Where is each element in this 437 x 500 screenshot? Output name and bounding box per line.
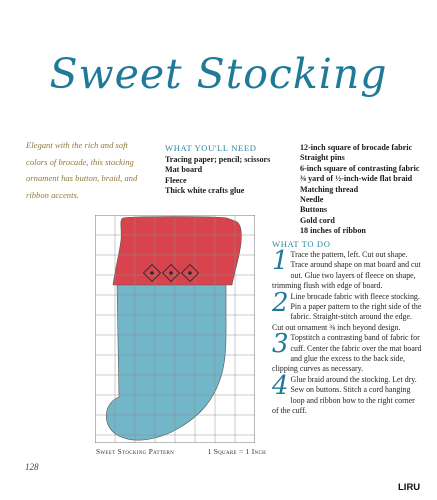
supply-item: Matching thread [300,184,359,194]
instruction-steps [272,246,422,417]
supply-item: Thick white crafts glue [165,186,245,196]
step-number: 2 [272,287,289,318]
instruction-step [272,329,422,375]
supply-item: 6-inch square of contrasting fabric [300,163,420,173]
supply-list-2 [300,143,435,237]
page-title: Sweet Stocking [49,50,388,98]
supply-item: ⅜ yard of ½-inch-wide flat braid [300,174,413,184]
stocking-foot [106,283,226,440]
supply-item: Mat board [165,165,203,175]
caption-pattern-name: Sweet Stocking Pattern [96,447,175,456]
supply-item: Straight pins [300,153,345,163]
supply-list-1 [165,155,300,197]
what-to-do-heading: WHAT TO DO [272,239,331,249]
step-text: Glue braid around the stocking. Let dry. Sew on buttons. Stitch a cord hanging loop and ribbon bow to the right corner of the cuff. [272,374,417,416]
supply-item: Needle [300,195,324,205]
instruction-step [272,246,422,292]
diagram-caption [96,447,266,456]
intro-text: Elegant with the rich and soft colors of brocade, this stocking ornament has button, braid, and ribbon accents. [26,140,138,200]
what-you-need-heading: WHAT YOU'LL NEED [165,143,257,153]
stocking-pattern-diagram [95,215,255,443]
what-you-need-column-1 [165,143,300,197]
instruction-step [272,370,422,417]
supply-item: Tracing paper; pencil; scissors [165,155,271,164]
supply-item: Fleece [165,175,187,185]
what-you-need-column-2 [300,143,435,237]
step-text: Topstitch a contrasting band of fabric for cuff. Center the fabric over the mat board and glue the excess to the back side, clipping curves as necessary. [272,333,422,374]
step-number: 3 [272,329,289,360]
page-number: 128 [25,462,39,472]
watermark: LIRU [398,482,421,493]
supply-item: 12-inch square of brocade fabric [300,143,413,152]
step-text: Line brocade fabric with fleece stocking. Pin a paper pattern to the right side of the fabric. Straight-stitch around the edge. Cut out ornament ⅜ inch beyond design. [272,291,422,332]
step-text: Trace the pattern, left. Cut out shape. Trace around shape on mat board and cut out. Glue two layers of fleece on shape, trimming flush with edge of board. [272,250,421,291]
supply-item: 18 inches of ribbon [300,226,366,236]
supply-item: Gold cord [300,215,335,225]
caption-scale: 1 Square = 1 Inch [207,447,266,456]
step-number: 1 [272,246,289,276]
supply-item: Buttons [300,205,327,215]
step-number: 4 [272,370,289,401]
instruction-step [272,287,422,334]
